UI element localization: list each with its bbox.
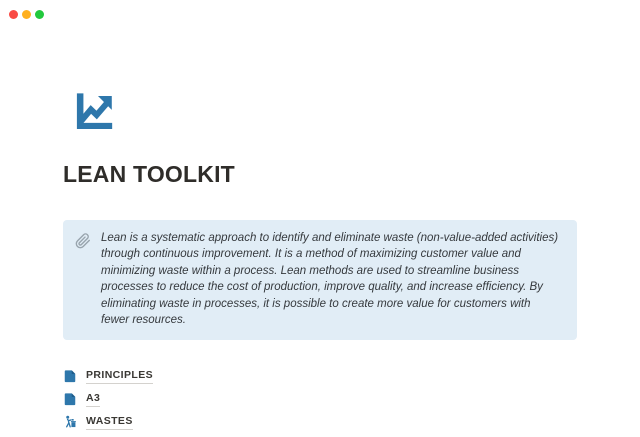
callout-text: Lean is a systematic approach to identify and eliminate waste (non-value-added activities) through continuous improvement. It is a method of maximizing customer value and minimizing waste within a process. Lean methods are used to streamline business processes to reduce the cost of production, improve quality, and increase efficiency. By eliminating waste in processes, it is possible to create more value for customers with fewer resources. [101, 232, 559, 327]
page-title: LEAN TOOLKIT [63, 161, 235, 187]
page-icon [63, 369, 77, 383]
window-zoom-button[interactable] [35, 10, 44, 19]
page-link-label: PRINCIPLES [86, 369, 153, 384]
window-minimize-button[interactable] [22, 10, 31, 19]
page-link-label: A3 [86, 392, 100, 407]
window-close-button[interactable] [9, 10, 18, 19]
page-link-label: WASTES [86, 415, 133, 430]
litter-disposal-icon [63, 415, 77, 429]
page-icon [63, 392, 77, 406]
page-links [63, 368, 577, 430]
page-content [63, 0, 577, 437]
paperclip-icon [75, 233, 91, 249]
page-link-wastes[interactable] [63, 414, 133, 430]
callout-block [63, 220, 577, 340]
line-chart-icon[interactable] [70, 88, 116, 134]
page-link-principles[interactable] [63, 368, 153, 384]
page-link-a3[interactable] [63, 391, 100, 407]
